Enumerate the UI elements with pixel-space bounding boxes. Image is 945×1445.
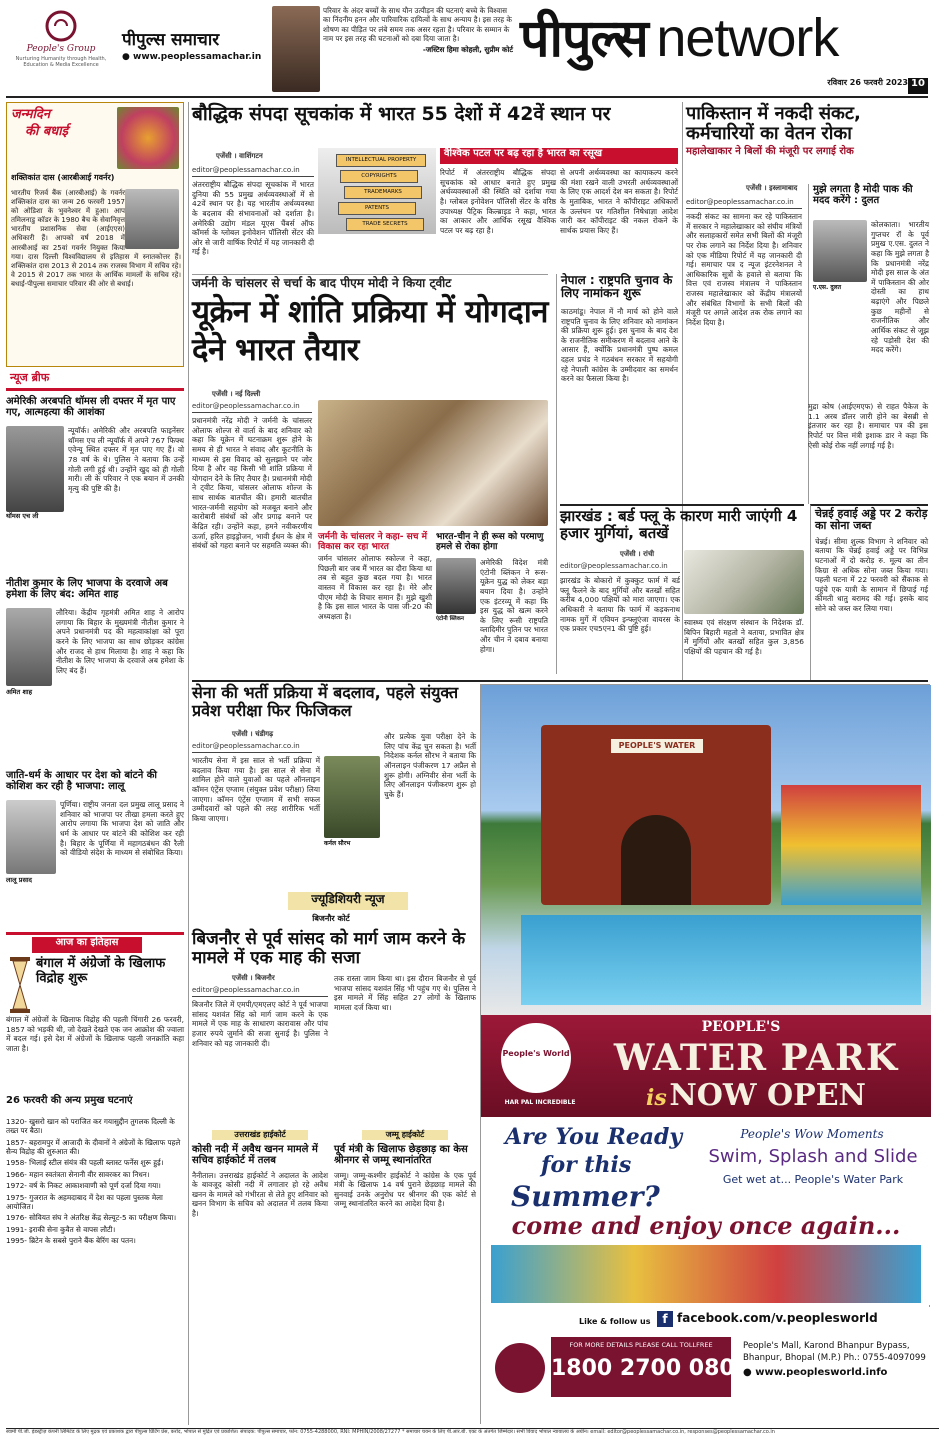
ip-col1: अंतरराष्ट्रीय बौद्धिक संपदा सूचकांक में भारत दुनिया की 55 प्रमुख अर्थव्यवस्थाओं में से 42वें स्थान पर है। यह भारतीय अर्थव्यवस्था के बदलाव की संभावनाओं को दर्शाता है। अमेरिकी उद्योग मंडल यूएस चैंबर्स ऑफ कॉमर्स के ग्लोबल इनोवेशन पॉलिसी सेंटर की ओर से जारी वार्षिक रिपोर्ट में यह जानकारी दी गई है।: [192, 180, 314, 257]
brief-text: लौरिया। केंद्रीय गृहमंत्री अमित शाह ने आरोप लगाया कि बिहार के मुख्यमंत्री नीतीश कुमार ने अपने प्रधानमंत्री पद की महत्वाकांक्षा को पूरा करने के लिए भाजपा का साथ छोड़कर कांग्रेस और राजद से हाथ मिलाया है। शाह ने कहा कि नीतीश के लिए भाजपा के दरवाजे अब हमेशा के लिए बंद हैं।: [56, 608, 184, 675]
hc2-title: पूर्व मंत्री के खिलाफ छेड़छाड़ का केस श्रीनगर से जम्मू स्थानांतरित: [334, 1144, 468, 1167]
ad-banner: [481, 1015, 931, 1117]
sub2-title: भारत-चीन ने ही रूस को परमाणु हमले से रोका होगा: [436, 532, 544, 553]
helpline-icon: [495, 1343, 545, 1393]
imprint-line: स्वामी पी.जी. इंडस्ट्रीज़ कंपनी लिमिटेड के लिए मुद्रक एवं प्रकाशक द्वारा पीपुल्स प्रिंटिंग प्रेस, करोंद, भोपाल से मुद्रित एवं प्रकाशित। संपादक: पीपुल्स समाचार, फोन: 0755-4288000, RNI: MPHIN/2008/27277 * समाचार चयन के लिए पी.आर.बी. एक्ट के अंतर्गत जिम्मेदार। सभी विवाद भोपाल न्यायालय के अधीन। email: editor@peoplessamachar.co.in, responses@peoplessamachar.co.in: [6, 1428, 939, 1442]
ip-col2: रिपोर्ट में अंतरराष्ट्रीय बौद्धिक संपदा सूचकांक को आधार बनाते हुए प्रमुख अर्थव्यवस्थाओं की स्थिति को दर्शाया गया है। ग्लोबल इनोवेशन पॉलिसी सेंटर के वरिष्ठ उपाध्यक्ष पैट्रिक किल्ब्राइड ने कहा, भारत का आकार और आर्थिक रसूख वैश्विक पटल पर बढ़ रहा है।: [440, 168, 556, 235]
modi-scholz-meeting-photo: [318, 400, 548, 526]
blinken-caption: एंटोनी ब्लिंकन: [436, 616, 464, 622]
army-text2: और प्रत्येक युवा परीक्षा देने के लिए पांच केंद्र चुन सकता है। भर्ती निदेशक कर्नल सौरभ ने बताया कि ऑनलाइन पंजीकरण 17 अप्रैल से शुरू होगी। अग्निवीर सेना भर्ती के लिए ऑनलाइन पंजीकरण शुरू हो चुके हैं।: [384, 732, 476, 799]
jharkhand-email[interactable]: editor@peoplessamachar.co.in: [560, 562, 680, 573]
ad-wow: People's Wow Moments: [740, 1127, 884, 1141]
imf-text: मुद्रा कोष (आईएमएफ) से राहत पैकेज के 1.1 अरब डॉलर जारी होने का बेसब्री से इंतजार कर रहा है। समाचार पत्र की इस रिपोर्ट पर वित्त मंत्री इशाक डार ने कहा कि ऐसी कोई रोक नहीं लगाई गई है।: [808, 402, 928, 450]
lalu-prasad-photo: [6, 800, 56, 874]
army-text: भारतीय सेना में इस साल से भर्ती प्रक्रिया में बदलाव किया गया है। इस साल से सेना में शामिल होने वाले युवाओं का पहले ऑनलाइन कॉमन एंट्रेंस एग्जाम (संयुक्त प्रवेश परीक्षा) लिया जाएगा। कॉमन एंट्रेंस एग्जाम में सभी सफल उम्मीदवारों को पहले की तरह शारीरिक भर्ती किया जाएगा।: [192, 756, 320, 823]
ad-come: come and enjoy once again...: [511, 1211, 901, 1240]
bijnor-headline: बिजनौर से पूर्व सांसद को मार्ग जाम करने के मामले में एक माह की सजा: [192, 929, 466, 969]
dulat-photo: [813, 220, 867, 282]
dulat-title: मुझे लगता है मोदी पाक की मदद करेंगे : दुलत: [813, 184, 913, 207]
brand-name: People's World: [502, 1049, 570, 1058]
quote-box: [323, 6, 513, 96]
ad-summer: [481, 1117, 931, 1305]
birthday-text: भारतीय रिजर्व बैंक (आरबीआई) के गवर्नर शक्तिकांत दास का जन्म 26 फरवरी 1957 को ओडिशा के भुवनेश्वर में हुआ। आप तमिलनाडु कॉडर के 1980 बैच के सेवानिवृत्त भारतीय प्रशासनिक सेवा (आईएएस) अधिकारी हैं। आपको वर्ष 2018 में आरबीआई का 25वां गवर्नर नियुक्त किया गया। दास दिल्ली विश्वविद्यालय से इतिहास में स्नातकोत्तर हैं। शक्तिकांत दास 2013 से 2014 तक राजस्व विभाग में सचिव रहे। वे 2015 से 2017 तक भारत के आर्थिक मामलों के सचिव रहे। बधाई-पीपुल्स समाचार परिवार की ओर से बधाई।: [11, 189, 181, 288]
flower-basket-image: [117, 107, 179, 169]
title-hindi: पीपुल्स: [520, 9, 648, 69]
event-item: 1958- भिलाई स्टील संयंत्र की पहली ब्लास्ट फर्नेस शुरू हुई।: [6, 1158, 164, 1168]
photo-caption: थॉमस एच ली: [6, 512, 39, 520]
photo-caption: लालू प्रसाद: [6, 876, 32, 884]
ad-q2: for this: [541, 1152, 632, 1178]
paper-small-name: पीपुल्स समाचार: [122, 30, 220, 50]
history-intro: बंगाल में अंग्रेजों के खिलाफ विद्रोह की पहली चिंगारी 26 फरवरी, 1857 को भड़की थी, जो देखते देखते एक जन आक्रोश की ज्वाला में बदल गई। इसे देश में अंग्रेजों के खिलाफ पहली जनक्रांति कहा जाता है।: [6, 1015, 185, 1053]
hc2-text: जम्मू। जम्मू-कश्मीर हाईकोर्ट ने कांग्रेस के एक पूर्व मंत्री के खिलाफ 14 वर्ष पुराने छेड़छाड़ मामले की सुनवाई उनके अनुरोध पर श्रीनगर की एक कोर्ट से जम्मू स्थानांतरित करने का आदेश दिया है।: [334, 1170, 476, 1209]
jharkhand-text2: स्वास्थ्य एवं संरक्षण संस्थान के निदेशक डॉ. बिपिन बिहारी महतो ने बताया, प्रभावित क्षेत्र में मुर्गियों और बतखों सहित कुल 3,856 पक्षियों की पहचान की गई है।: [684, 618, 804, 656]
block-label: INTELLECTUAL PROPERTY: [336, 154, 426, 167]
pakistan-sub: महालेखाकार ने बिलों की मंजूरी पर लगाई रोक: [686, 146, 854, 158]
water-park-ad[interactable]: [480, 684, 930, 1424]
slides: [781, 785, 921, 905]
event-item: 1995- ब्रिटेन के सबसे पुराने बैंक बेरिंग का पतन।: [6, 1235, 136, 1245]
bijnor-text: बिजनौर जिले में एमपी/एमएलए कोर्ट ने पूर्व भाजपा सांसद यशवंत सिंह को मार्ग जाम करने के एक मामले में एक माह के साधारण कारावास और पांच हजार रुपये जुर्माने की सजा सुनाई है। पुलिस ने शनिवार को यह जानकारी दी।: [192, 1000, 328, 1048]
birthday-name: शक्तिकांत दास (आरबीआई गवर्नर): [11, 173, 115, 182]
ukraine-email[interactable]: editor@peoplessamachar.co.in: [192, 402, 312, 413]
nepal-headline: नेपाल : राष्ट्रपति चुनाव के लिए नामांकन शुरू: [561, 273, 673, 301]
ad-getwet: Get wet at... People's Water Park: [722, 1173, 904, 1186]
peoples-world-logo: [501, 1023, 571, 1093]
ad-facebook-url[interactable]: facebook.com/v.peoplesworld: [677, 1311, 878, 1325]
address-line1: People's Mall, Karond Bhanpur Bypass,: [743, 1341, 910, 1351]
birthday-badge: [11, 107, 111, 169]
nepal-text: काठमांडू। नेपाल में नौ मार्च को होने वाले राष्ट्रपति चुनाव के लिए शनिवार को नामांकन की प्रक्रिया शुरू हुई। इस चुनाव के बाद देश के राजनीतिक समीकरण में बदलाव आने के आसार हैं, क्योंकि प्रधानमंत्री पुष्प कमल दहल प्रचंड ने गठबंधन सरकार में सहयोगी रहे नेपाली कांग्रेस के उम्मीदवार का समर्थन करने का फैसला किया है।: [561, 306, 678, 384]
ip-byline: एजेंसी । वाशिंगटन: [216, 152, 263, 160]
toll-free-number[interactable]: 1800 2700 080: [551, 1356, 735, 1382]
court-label: बिजनौर कोर्ट: [312, 914, 350, 923]
park-sign: PEOPLE'S WATER PARK: [611, 739, 703, 753]
thomas-lee-photo: [6, 426, 64, 512]
pakistan-byline: एजेंसी । इस्लामाबाद: [746, 184, 798, 192]
history-box: [6, 932, 184, 1422]
imf-continuation: [808, 402, 928, 502]
birthday-line1: जन्मदिन: [11, 107, 51, 122]
brief-title: अमेरिकी अरबपति थॉमस ली दफ्तर में मृत पाए गए, आत्महत्या की आशंका: [6, 396, 176, 419]
jharkhand-headline: झारखंड : बर्ड फ्लू के कारण मारी जाएंगी 4 हजार मुर्गियां, बतखें: [560, 507, 798, 542]
ukraine-text: प्रधानमंत्री नरेंद्र मोदी ने जर्मनी के चांसलर ओलाफ शोल्ज से वार्ता के बाद शनिवार को कहा कि यूक्रेन में घटनाक्रम शुरू होने के समय से ही भारत ने संवाद और कूटनीति के माध्यम से इस विवाद को सुलझाने पर जोर दिया है और वह किसी भी शांति प्रक्रिया में योगदान देने के लिए तैयार है। प्रधानमंत्री मोदी ने ट्वीट किया, चांसलर ओलाफ शोल्ज के साथ सार्थक बातचीत की। हमारी बातचीत भारत-जर्मनी सहयोग को मजबूत बनाने और कारोबारी संबंधों को और प्रगाढ़ बनाने पर केंद्रित रही। उन्होंने कहा, हमने नवीकरणीय ऊर्जा, हरित हाइड्रोजन, भावी ईंधन के क्षेत्र में संबंधों को गहरा बनाने पर सहमति व्यक्त की।: [192, 416, 312, 551]
event-item: 1991- इराकी सेना कुवैत से वापस लौटी।: [6, 1224, 116, 1234]
ip-col3: से अपनी अर्थव्यवस्था का कायाकल्प करने की मंशा रखने वाली उभरती अर्थव्यवस्थाओं के लिए एक आदर्श देश बन सकता है। रिपोर्ट के मुताबिक, भारत ने कॉपीराइट अधिकारों के उल्लंघन पर गतिशील निषेधाज्ञा आदेश जारी कर कॉपीराइट की नकल रोकने के सार्थक प्रयास किए हैं।: [560, 168, 678, 235]
dulat-caption: ए.एस. दुलत: [813, 284, 842, 291]
bijnor-email[interactable]: editor@peoplessamachar.co.in: [192, 986, 328, 997]
event-item: 1975- गुजरात के अहमदाबाद में देश का पहला पुस्तक मेला आयोजित।: [6, 1192, 163, 1211]
blinken-subsection: [436, 532, 548, 674]
event-item: 1966- महान स्वतंत्रता सेनानी वीर सावरकर का निधन।: [6, 1169, 150, 1179]
bijnor-byline: एजेंसी । बिजनौर: [232, 974, 275, 982]
page-number: 10: [908, 78, 928, 94]
events-title: 26 फरवरी की अन्य प्रमुख घटनाएं: [6, 1095, 133, 1106]
chennai-headline: चेन्नई हवाई अड्डे पर 2 करोड़ का सोना जब्त: [815, 507, 928, 533]
pakistan-headline: पाकिस्तान में नकदी संकट, कर्मचारियों का वेतन रोका: [686, 103, 861, 145]
ad-website[interactable]: ● www.peoplesworld.info: [743, 1367, 888, 1379]
peoples-group-logo: [6, 8, 116, 88]
quote-text: परिवार के अंदर बच्चों के साथ यौन उत्पीड़न की घटनाएं बच्चे के विश्वास का निंदनीय हनन और पारिवारिक दायित्वों के साथ अन्याय है। इस तरह के शोषण का पीड़ित पर लंबे समय तक असर रहता है। परिवार के सम्मान के नाम पर इस तरह की घटनाओं को दबा दिया जाता है।: [323, 6, 512, 44]
ad-follow: Like & follow us: [579, 1317, 651, 1326]
hc1-title: कोसी नदी में अवैध खनन मामले में सचिव हाईकोर्ट में तलब: [192, 1144, 318, 1167]
brief-title: नीतीश कुमार के लिए भाजपा के दरवाजे अब हमेशा के लिए बंद: अमित शाह: [6, 578, 168, 601]
quote-attribution: -जस्टिस हिमा कोहली, सुप्रीम कोर्ट: [422, 45, 513, 55]
hourglass-icon: [8, 955, 32, 1015]
water-park-photo: [481, 685, 931, 1015]
ducks-photo: [684, 550, 804, 614]
left-column: [6, 102, 184, 1425]
bijnor-text2: तक रास्ता जाम किया था। इस दौरान बिजनौर से पूर्व भाजपा सांसद यशवंत सिंह भी पहुंच गए थे। पुलिस ने इस मामले में सिंह सहित 27 लोगों के खिलाफ मामला दर्ज किया था।: [334, 974, 476, 1012]
uttarakhand-hc: [192, 1130, 328, 1422]
logo-mark-icon: [41, 8, 81, 44]
amit-shah-photo: [6, 608, 52, 686]
brief-item-2: [6, 578, 184, 778]
masthead: [0, 0, 945, 100]
paper-url[interactable]: ● www.peoplessamachar.in: [122, 51, 262, 62]
ukraine-byline: एजेंसी । नई दिल्ली: [212, 390, 261, 398]
hc1-label: उत्तराखंड हाईकोर्ट: [212, 1130, 308, 1140]
birthday-line2: की बधाई: [25, 123, 69, 139]
history-title: बंगाल में अंग्रेजों के खिलाफ विद्रोह शुरू: [36, 956, 166, 986]
army-email[interactable]: editor@peoplessamachar.co.in: [192, 742, 312, 753]
block-label: PATENTS: [338, 202, 416, 215]
birthday-box: [6, 102, 184, 367]
photo-caption: अमित शाह: [6, 688, 33, 696]
judiciary-label: ज्यूडिशियरी न्यूज: [288, 892, 408, 910]
ip-headline: बौद्धिक संपदा सूचकांक में भारत 55 देशों में 42वें स्थान पर: [192, 103, 611, 125]
scholz-subsection: [318, 532, 432, 674]
block-label: TRADEMARKS: [344, 186, 422, 199]
ukraine-headline: यूक्रेन में शांति प्रक्रिया में योगदान देने भारत तैयार: [192, 294, 548, 368]
sub2-text: अमेरिकी विदेश मंत्री एंटोनी ब्लिंकन ने रूस-यूक्रेन युद्ध को लेकर बड़ा बयान दिया है। उन्होंने एक इंटरव्यू में कहा कि इस युद्ध को खत्म करने के लिए रूसी राष्ट्रपति व्लादिमीर पुतिन पर भारत और चीन ने दबाव बनाया होगा।: [480, 558, 548, 654]
block-label: COPYRIGHTS: [340, 170, 418, 183]
army-story: [192, 684, 476, 890]
colonel-caption: कर्नल सौरभ: [324, 840, 351, 847]
small-paper-title: [122, 30, 272, 70]
ip-index-story: [192, 104, 678, 274]
brief-title: जाति-धर्म के आधार पर देश को बांटने की कोशिश कर रही है भाजपा: लालू: [6, 770, 157, 793]
ad-line1: PEOPLE'S: [701, 1019, 781, 1035]
ad-line3: is NOW OPEN: [646, 1078, 866, 1113]
hc2-label: जम्मू हाईकोर्ट: [362, 1130, 448, 1140]
justice-photo: [272, 6, 320, 92]
ad-q1: Are You Ready: [505, 1124, 683, 1150]
brand-tag: HAR PAL INCREDIBLE: [504, 1099, 576, 1106]
ad-line2: WATER PARK: [613, 1037, 899, 1079]
jammu-hc: [334, 1130, 476, 1422]
chennai-story: [810, 504, 928, 680]
jharkhand-byline: एजेंसी । रांची: [620, 550, 655, 558]
ip-tab: वैश्विक पटल पर बढ़ रहा है भारत का रसूख: [440, 148, 678, 164]
ad-footer: [481, 1307, 931, 1425]
sub1-text: जर्मन चांसलर ओलाफ स्कोल्ज ने कहा, पिछली बार जब मैं भारत का दौरा किया था तब से बहुत कुछ बदल गया है। भारत वास्तव में विकास कर रहा है। मेरे और पीएम मोदी के विचार समान हैं। मुझे खुशी है कि इस साल भारत के पास जी-20 की अध्यक्षता है।: [318, 554, 432, 621]
colonel-photo: [324, 756, 380, 838]
pool: [521, 915, 921, 1005]
news-brief-label: न्यूज ब्रीफ: [10, 371, 50, 384]
hc1-text: नैनीताल। उत्तराखंड हाईकोर्ट ने अदालत के आदेश के बावजूद कोसी नदी में लगातार हो रहे अवैध खनन के मामले को गंभीरता से लेते हुए शनिवार को खनन विभाग के सचिव को अदालत में तलब किया है।: [192, 1170, 328, 1219]
ad-call-box: [551, 1337, 735, 1397]
jharkhand-text: झारखंड के बोकारो में कुक्कुट फार्म में बर्ड फ्लू फैलने के बाद मुर्गियों और बतखों सहित करीब 4,000 पक्षियों को मारा जाएगा। एक अधिकारी ने बताया कि फार्म में कड़कनाथ नामक मुर्गे में एवियन इन्फ्लूएंजा वायरस के एक प्रकार एच5एन1 की पुष्टि हुई।: [560, 576, 680, 634]
ip-email[interactable]: editor@peoplessamachar.co.in: [192, 166, 314, 177]
ip-col2-top: [318, 236, 436, 274]
pakistan-email[interactable]: editor@peoplessamachar.co.in: [686, 198, 802, 209]
event-item: 1857- बहरामपुर में आजादी के दीवानों ने अंग्रेजों के खिलाफ पहले सैन्य विद्रोह की शुरुआत की।: [6, 1137, 181, 1157]
blinken-photo: [436, 558, 476, 614]
ad-q3: Summer?: [511, 1180, 660, 1213]
block-label: TRADE SECRETS: [346, 218, 424, 231]
event-item: 1320- खुसरो खान को पराजित कर गयासुद्दीन तुगलक दिल्ली के तख्त पर बैठा।: [6, 1117, 175, 1136]
fort-gate: [541, 725, 771, 905]
event-item: 1972- वर्ष के निकट आकाशवाणी को पूर्ण दर्जा दिया गया।: [6, 1181, 161, 1191]
address-line2: Bhanpur, Bhopal (M.P.) Ph.: 0755-4097099: [743, 1352, 926, 1363]
event-item: 1976- सोवियत संघ ने अंतरिक्ष केंद्र सेल्यूट-5 का परीक्षण किया।: [6, 1213, 177, 1223]
ad-swim: Swim, Splash and Slide: [708, 1146, 918, 1167]
ip-blocks-image: [318, 148, 436, 234]
title-english: network: [656, 8, 839, 68]
call-label: FOR MORE DETAILS PLEASE CALL TOLLFREE: [569, 1341, 713, 1349]
group-name: People's Group: [26, 44, 96, 54]
gate-arch: [621, 815, 691, 905]
group-tagline: Nurturing Humanity through Health, Education & Media Excellence: [15, 55, 107, 68]
army-headline: सेना की भर्ती प्रक्रिया में बदलाव, पहले संयुक्त प्रवेश परीक्षा फिर फिजिकल: [192, 683, 459, 720]
issue-date: रविवार 26 फरवरी 2023: [827, 78, 908, 87]
facebook-icon[interactable]: f: [657, 1311, 673, 1327]
ukraine-story: [192, 274, 548, 674]
history-label: आज का इतिहास: [32, 937, 142, 953]
ad-address: [743, 1341, 929, 1380]
dulat-text-a: कोलकाता। भारतीय गुप्तचर रॉ के पूर्व प्रमुख ए.एस. दुलत ने कहा कि मुझे लगता है कि प्रधानमंत्री नरेंद्र मोदी इस साल के अंत में पाकिस्तान की ओर दोस्ती का हाथ बढ़ाएंगे और पिछले कुछ महीनों से राजनीतिक और आर्थिक संकट से जूझ रहे पड़ोसी देश की मदद करेंगे।: [871, 220, 929, 355]
news-brief-header: [6, 370, 184, 394]
judiciary-section: [192, 892, 476, 1422]
brief-text: पूर्णिया। राष्ट्रीय जनता दल प्रमुख लालू प्रसाद ने शनिवार को भाजपा पर तीखा हमला करते हुए आरोप लगाया कि भाजपा देश को जाति और धर्म के आधार पर बांटने की कोशिश कर रही है। बिहार के पूर्णिया में महागठबंधन की रैली को वीडियो संदेश के माध्यम से संबोधित किया।: [60, 800, 184, 858]
army-byline: एजेंसी । चंडीगढ़: [232, 730, 274, 738]
events-list: [6, 1117, 184, 1423]
jharkhand-story: [560, 504, 804, 680]
pakistan-text: नकदी संकट का सामना कर रहे पाकिस्तान में सरकार ने महालेखाकार को संघीय मंत्रियों और सलाहकारों समेत सभी बिलों की मंजूरी पर रोक लगाने का निर्देश दिया है। शनिवार को एक मीडिया रिपोर्ट में यह जानकारी दी गई। समाचार पत्र द न्यूज इंटरनेशनल ने आधिकारिक सूत्रों के हवाले से बताया कि वित्त एवं राजस्व मंत्रालय ने पाकिस्तान राजस्व महालेखाकार को केंद्रीय मंत्रालयों और संबंधित विभागों के सभी बिलों की मंजूरी पर अगले आदेश तक रोक लगाने का निर्देश दिया है।: [686, 212, 802, 327]
chennai-text: चेन्नई। सीमा शुल्क विभाग ने शनिवार को बताया कि चेन्नई हवाई अड्डे पर विभिन्न घटनाओं में दो करोड़ रु. मूल्य का तीन किग्रा से अधिक सोना जब्त किया गया। पहली घटना में 22 फरवरी को सैंकाक से पहुंचे एक यात्री के सामान में छिपाई गई कीमती धातु बरामद की गई। इसके बाद सोने को जब्त कर लिया गया।: [815, 536, 928, 613]
ukraine-kicker: जर्मनी के चांसलर से चर्चा के बाद पीएम मोदी ने किया ट्वीट: [192, 274, 548, 290]
brief-text: न्यूयॉर्क। अमेरिकी और अरबपति फाइनेंसर थॉमस एच ली न्यूयॉर्क में अपने 767 फिफ्थ एवेन्यू स्थित दफ्तर में मृत पाए गए हैं। वो 78 वर्ष के थे। पुलिस ने बताया कि उन्हें गोली लगी हुई थी। उन्होंने खुद को ही गोली मारी। ली के परिवार ने एक बयान में उनकी मृत्यु की पुष्टि की है।: [68, 426, 184, 493]
sub1-title: जर्मनी के चांसलर ने कहा- सच में विकास कर रहा भारत: [318, 532, 427, 553]
ad-strip-photos: [491, 1245, 921, 1303]
network-title: [520, 4, 940, 74]
